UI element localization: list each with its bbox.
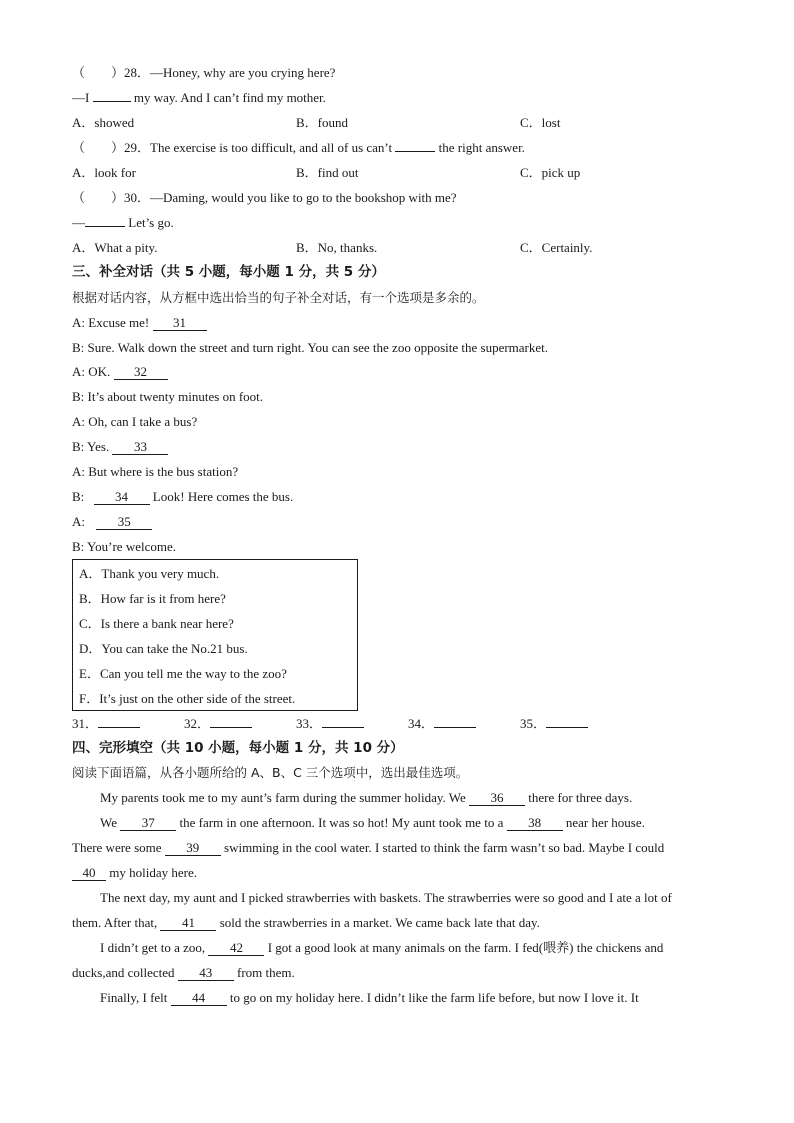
- option-c[interactable]: C．Certainly.: [520, 240, 593, 255]
- answer-paren: （ ）: [72, 190, 125, 205]
- dialogue-text: A: Excuse me!: [72, 315, 150, 330]
- passage-text: sold the strawberries in a market. We came back late that day.: [219, 915, 540, 930]
- passage-text: there for three days.: [528, 790, 633, 805]
- option-c[interactable]: C．lost: [520, 115, 561, 130]
- dialogue-line: A: But where is the bus station?: [72, 464, 239, 479]
- fill-blank-37[interactable]: 37: [120, 816, 176, 831]
- passage-line: [100, 990, 639, 1006]
- passage-text: I got a good look at many animals on the farm. I fed(喂养) the chickens and: [267, 940, 664, 955]
- passage-text: the farm in one afternoon. It was so hot! My aunt took me to a: [179, 815, 504, 830]
- answer-blank[interactable]: [210, 727, 252, 728]
- passage-text: near her house.: [565, 815, 645, 830]
- question-text-end: the right answer.: [438, 140, 525, 155]
- passage-line: [100, 815, 645, 831]
- passage-line: [72, 865, 197, 881]
- section-4-instruction: 阅读下面语篇，从各小题所给的 A、B、C 三个选项中，选出最佳选项。: [72, 765, 469, 780]
- option-b[interactable]: B．No, thanks.: [296, 240, 378, 255]
- question-text: 29．The exercise is too difficult, and all of us can’t: [124, 140, 393, 155]
- options-box: [72, 559, 358, 711]
- dialogue-text: B: Yes.: [72, 439, 110, 454]
- passage-text: swimming in the cool water. I started to think the farm wasn’t so bad. Maybe I could: [224, 840, 665, 855]
- section-3-title: 三、补全对话（共 5 小题，每小题 1 分，共 5 分）: [72, 264, 385, 280]
- passage-line: [72, 915, 540, 931]
- dialogue-line: B: You’re welcome.: [72, 539, 176, 554]
- dialogue-text: A:: [72, 514, 85, 529]
- answer-slot-33: [296, 716, 364, 732]
- answer-slot-32: [184, 716, 252, 732]
- question-text: 28．—Honey, why are you crying here?: [124, 65, 336, 80]
- option-a[interactable]: A．showed: [72, 115, 135, 130]
- fill-blank[interactable]: [85, 226, 125, 227]
- dialogue-line: [72, 514, 152, 530]
- fill-blank-34[interactable]: 34: [94, 490, 150, 505]
- answer-paren: （ ）: [72, 140, 125, 155]
- passage-line: [100, 940, 663, 956]
- answer-slot-31: [72, 716, 140, 732]
- answer-blank[interactable]: [322, 727, 364, 728]
- dialogue-line: B: It’s about twenty minutes on foot.: [72, 389, 264, 404]
- fill-blank-39[interactable]: 39: [165, 841, 221, 856]
- dialogue-text: my way. And I can’t find my mother.: [133, 90, 326, 105]
- passage-text: them. After that,: [72, 915, 158, 930]
- option-a[interactable]: A．look for: [72, 165, 136, 180]
- dialogue-text: A: OK.: [72, 364, 111, 379]
- question-30-answer-line: [72, 215, 174, 231]
- option-b[interactable]: B．found: [296, 115, 349, 130]
- answer-paren: （ ）: [72, 65, 125, 80]
- dialogue-line: B: Sure. Walk down the street and turn right. You can see the zoo opposite the supermarket.: [72, 340, 549, 355]
- passage-text: There were some: [72, 840, 162, 855]
- answer-slot-label: 34．: [408, 716, 435, 731]
- question-28-answer-line: [72, 90, 326, 106]
- option-a[interactable]: A．What a pity.: [72, 240, 158, 255]
- box-option-e[interactable]: E．Can you tell me the way to the zoo?: [79, 666, 287, 681]
- answer-slot-35: [520, 716, 588, 732]
- fill-blank-42[interactable]: 42: [208, 941, 264, 956]
- dialogue-text: B:: [72, 489, 85, 504]
- answer-blank[interactable]: [546, 727, 588, 728]
- fill-blank-43[interactable]: 43: [178, 966, 234, 981]
- fill-blank[interactable]: [93, 101, 131, 102]
- answer-slot-label: 32．: [184, 716, 211, 731]
- passage-text: ducks,and collected: [72, 965, 175, 980]
- option-c[interactable]: C．pick up: [520, 165, 581, 180]
- box-option-a[interactable]: A．Thank you very much.: [79, 566, 220, 581]
- fill-blank-32[interactable]: 32: [114, 365, 168, 380]
- dialogue-line: [72, 364, 168, 380]
- passage-text: I didn’t get to a zoo,: [100, 940, 206, 955]
- fill-blank-44[interactable]: 44: [171, 991, 227, 1006]
- passage-line: [72, 840, 664, 856]
- passage-text: from them.: [237, 965, 295, 980]
- answer-slot-label: 35．: [520, 716, 547, 731]
- answer-slot-label: 33．: [296, 716, 323, 731]
- fill-blank-41[interactable]: 41: [160, 916, 216, 931]
- fill-blank-35[interactable]: 35: [96, 515, 152, 530]
- fill-blank[interactable]: [395, 151, 435, 152]
- box-option-b[interactable]: B．How far is it from here?: [79, 591, 226, 606]
- fill-blank-38[interactable]: 38: [507, 816, 563, 831]
- dialogue-line: [72, 439, 168, 455]
- passage-text: to go on my holiday here. I didn’t like the farm life before, but now I love it. It: [229, 990, 639, 1005]
- question-text: 30．—Daming, would you like to go to the bookshop with me?: [124, 190, 457, 205]
- section-4-title: 四、完形填空（共 10 小题，每小题 1 分，共 10 分）: [72, 740, 404, 756]
- passage-text: We: [100, 815, 117, 830]
- answer-blank[interactable]: [98, 727, 140, 728]
- section-3-instruction: 根据对话内容，从方框中选出恰当的句子补全对话，有一个选项是多余的。: [72, 290, 485, 305]
- dialogue-prefix: —: [72, 215, 85, 230]
- dialogue-line: [72, 315, 207, 331]
- box-option-c[interactable]: C．Is there a bank near here?: [79, 616, 234, 631]
- passage-line: [100, 790, 632, 806]
- dialogue-line: A: Oh, can I take a bus?: [72, 414, 198, 429]
- passage-text: My parents took me to my aunt’s farm during the summer holiday. We: [100, 790, 466, 805]
- question-28: [72, 65, 335, 81]
- box-option-d[interactable]: D．You can take the No.21 bus.: [79, 641, 248, 656]
- option-b[interactable]: B．find out: [296, 165, 359, 180]
- answer-blank[interactable]: [434, 727, 476, 728]
- fill-blank-40[interactable]: 40: [72, 866, 106, 881]
- question-30: [72, 190, 457, 206]
- dialogue-text: Let’s go.: [128, 215, 174, 230]
- passage-line: The next day, my aunt and I picked strawberries with baskets. The strawberries were so good and I ate a lot of: [100, 890, 672, 905]
- answer-slot-label: 31．: [72, 716, 99, 731]
- box-option-f[interactable]: F．It’s just on the other side of the street.: [79, 691, 296, 706]
- dialogue-line: [72, 489, 293, 505]
- answer-slot-34: [408, 716, 476, 732]
- fill-blank-33[interactable]: 33: [112, 440, 168, 455]
- passage-line: [72, 965, 295, 981]
- dialogue-prefix: —I: [72, 90, 90, 105]
- passage-text: my holiday here.: [109, 865, 197, 880]
- fill-blank-36[interactable]: 36: [469, 791, 525, 806]
- dialogue-text: Look! Here comes the bus.: [152, 489, 294, 504]
- passage-text: Finally, I felt: [100, 990, 168, 1005]
- question-29: [72, 140, 525, 156]
- fill-blank-31[interactable]: 31: [153, 316, 207, 331]
